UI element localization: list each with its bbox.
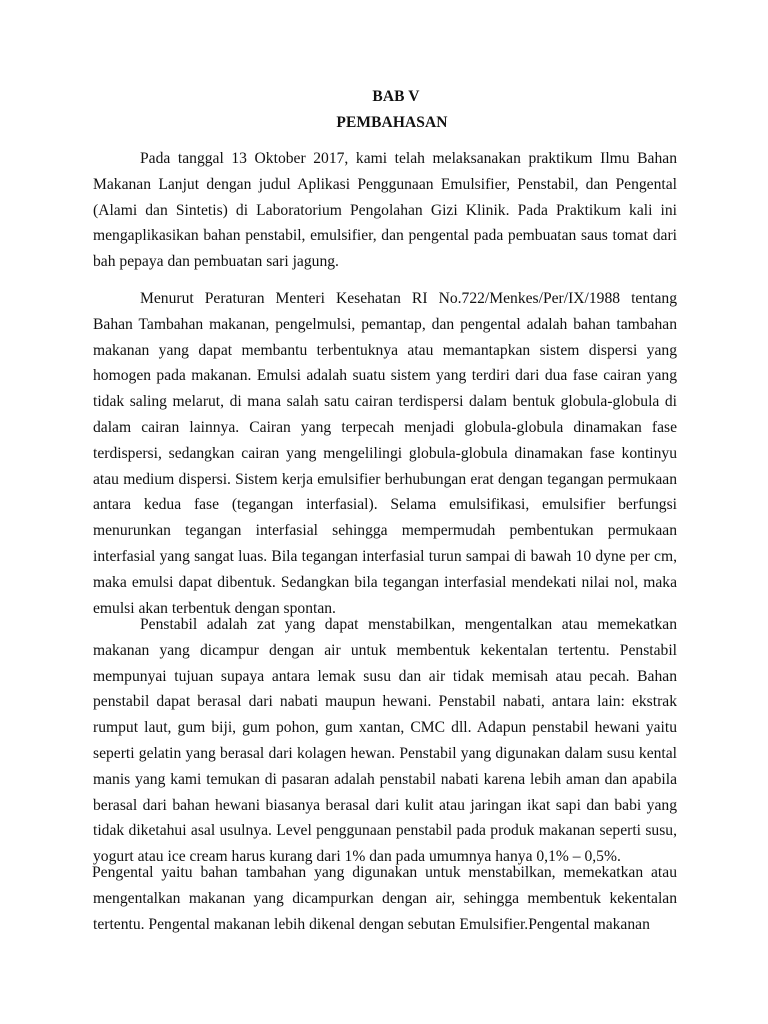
text-line: Pengental yaitu bahan tambahan yang digunakan untuk menstabilkan, memekatkan atau	[92, 864, 677, 881]
text-line: antara kedua fase (tegangan interfasial). Selama emulsifikasi, emulsifier berfungsi	[93, 496, 677, 514]
text-line: menurunkan tegangan interfasial sehingga mempermudah pembentukan permukaan	[93, 522, 677, 540]
text-line: atau medium dispersi. Sistem kerja emulsifier berhubungan erat dengan tegangan permukaan	[93, 470, 677, 488]
text-line: Penstabil adalah zat yang dapat menstabilkan, mengentalkan atau memekatkan	[140, 616, 677, 633]
paragraph-emulsifier	[93, 286, 677, 621]
text-line: mengentalkan makanan yang dicampurkan dengan air, sehingga membentuk kekentalan	[93, 889, 677, 907]
text-line: Pada tanggal 13 Oktober 2017, kami telah melaksanakan praktikum Ilmu Bahan	[140, 150, 677, 167]
text-line: seperti gelatin yang berasal dari kolagen hewan. Penstabil yang digunakan dalam susu kental	[93, 744, 677, 762]
text-line: tidak saling melarut, di mana salah satu cairan terdispersi dalam bentuk globula-globula di	[93, 393, 677, 411]
text-line: terdispersi, sedangkan cairan yang mengelilingi globula-globula dinamakan fase kontinyu	[93, 444, 677, 462]
text-line: bah pepaya dan pembuatan sari jagung.	[93, 253, 339, 271]
text-line: Menurut Peraturan Menteri Kesehatan RI No.722/Menkes/Per/IX/1988 tentang	[140, 290, 677, 307]
text-line: Bahan Tambahan makanan, pengelmulsi, pemantap, dan pengental adalah bahan tambahan	[93, 315, 677, 333]
text-line: manis yang kami temukan di pasaran adalah penstabil nabati karena lebih aman dan apabila	[93, 770, 677, 788]
text-line: emulsi akan terbentuk dengan spontan.	[93, 599, 336, 617]
paragraph-penstabil	[93, 612, 677, 870]
section-title: PEMBAHASAN	[336, 114, 448, 131]
text-line: makanan yang dapat membantu terbentuknya atau memantapkan sistem dispersi yang	[93, 341, 677, 359]
text-line: mengaplikasikan bahan penstabil, emulsifier, dan pengental pada pembuatan saus tomat dari	[93, 227, 677, 245]
text-line: interfasial yang sangat luas. Bila tegangan interfasial turun sampai di bawah 10 dyne per cm,	[93, 547, 677, 565]
chapter-heading: BAB V	[372, 88, 420, 105]
text-line: dalam cairan lainnya. Cairan yang terpecah menjadi globula-globula dinamakan fase	[93, 418, 677, 436]
text-line: (Alami dan Sintetis) di Laboratorium Pengolahan Gizi Klinik. Pada Praktikum kali ini	[93, 201, 677, 219]
text-line: tidak diketahui asal usulnya. Level penggunaan penstabil pada produk makanan seperti susu,	[93, 822, 677, 840]
text-line: makanan yang dicampur dengan air untuk membentuk kekentalan tertentu. Penstabil	[93, 641, 677, 659]
text-line: yogurt atau ice cream harus kurang dari 1% dan pada umumnya hanya 0,1% – 0,5%.	[93, 848, 621, 866]
text-line: Makanan Lanjut dengan judul Aplikasi Penggunaan Emulsifier, Penstabil, dan Pengental	[93, 175, 677, 193]
text-line: homogen pada makanan. Emulsi adalah suatu sistem yang terdiri dari dua fase cairan yang	[93, 367, 677, 385]
text-line: rumput laut, gum biji, gum pohon, gum xantan, CMC dll. Adapun penstabil hewani yaitu	[93, 719, 677, 737]
text-line: tertentu. Pengental makanan lebih dikenal dengan sebutan Emulsifier.Pengental makanan	[93, 915, 650, 933]
text-line: penstabil dapat berasal dari nabati maupun hewani. Penstabil nabati, antara lain: ekstrak	[93, 693, 677, 711]
paragraph-intro	[93, 146, 677, 275]
text-line: maka emulsi dapat dibentuk. Sedangkan bila tegangan interfasial mendekati nilai nol, maka	[93, 573, 677, 591]
text-line: berasal dari bahan hewani biasanya berasal dari kulit atau jaringan ikat sapi dan babi yang	[93, 796, 677, 814]
paragraph-pengental	[93, 860, 677, 937]
text-line: mempunyai tujuan supaya antara lemak susu dan air tidak memisah atau pecah. Bahan	[93, 667, 677, 685]
